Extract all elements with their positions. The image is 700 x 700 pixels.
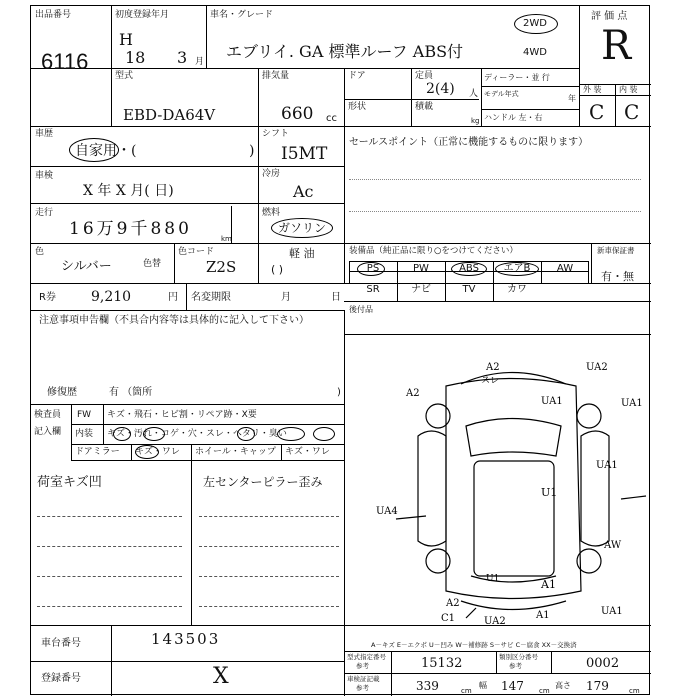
equip-tv: TV bbox=[462, 284, 476, 295]
shape-label: 形状 bbox=[348, 102, 367, 112]
warranty-label: 新車保証書 bbox=[597, 246, 635, 255]
diagram-mark-2: スレ bbox=[481, 376, 500, 386]
diagram-mark-12: A1 bbox=[541, 578, 556, 591]
first-reg-month: 3 bbox=[177, 48, 188, 67]
color-value: シルバー bbox=[61, 259, 112, 274]
capacity-unit: 人 bbox=[469, 89, 479, 99]
diagram-mark-8: U1 bbox=[541, 486, 558, 499]
interior-check-items: キズ・汚れ・コゲ・穴・スレ・ヘタリ・臭い bbox=[107, 429, 287, 439]
notes-label: 注意事項申告欄（不具合内容等は具体的に記入して下さい） bbox=[39, 315, 309, 326]
width-unit: cm bbox=[539, 687, 550, 695]
diagram-mark-5: UA1 bbox=[541, 396, 563, 407]
ownership-day-unit: 日 bbox=[331, 292, 341, 303]
equip-leather: カワ bbox=[507, 284, 527, 295]
shift-label: シフト bbox=[262, 129, 290, 139]
equip-ps: PS bbox=[366, 263, 380, 274]
door-mirror-label: ドアミラー bbox=[75, 447, 120, 457]
first-reg-month-unit: 月 bbox=[195, 57, 205, 67]
mileage-value: 16万9千880 bbox=[69, 219, 192, 239]
class-number-value: 0002 bbox=[586, 656, 620, 671]
shift-value: I5MT bbox=[281, 144, 328, 164]
damage-legend: A－キズ E－エクボ U－凹み W－補修跡 S－サビ C－腐食 XX－交換済 bbox=[371, 641, 577, 649]
wheel-cap-items: キズ・ワレ bbox=[285, 447, 330, 457]
load-label: 積載 bbox=[415, 102, 434, 112]
diesel-paren: ( ) bbox=[271, 263, 284, 276]
equip-navi: ナビ bbox=[411, 284, 431, 295]
diagram-mark-13: A1 bbox=[536, 610, 550, 621]
diagram-mark-19: AW bbox=[604, 540, 622, 551]
displacement-unit: cc bbox=[326, 113, 337, 124]
repair-history-value: 有 （箇所 bbox=[109, 387, 153, 398]
height-value: 179 bbox=[586, 679, 609, 693]
diesel-label: 軽 油 bbox=[289, 247, 315, 260]
grade-label: 評 価 点 bbox=[591, 11, 628, 22]
fw-items: キズ・飛石・ヒビ割・リペア跡・X要 bbox=[107, 410, 257, 420]
length-unit: cm bbox=[461, 687, 472, 695]
lot-no: 6116 bbox=[41, 49, 89, 74]
drive-2wd: 2WD bbox=[523, 18, 547, 29]
fuel-value: ガソリン bbox=[278, 221, 327, 235]
handle-label: ハンドル 左・右 bbox=[484, 113, 543, 122]
door-label: ドア bbox=[348, 71, 366, 81]
capacity-value: 2(4) bbox=[426, 81, 455, 97]
size-ref: 参考 bbox=[356, 684, 369, 692]
inspector-label-1: 検査員 bbox=[34, 410, 62, 420]
car-damage-diagram bbox=[376, 356, 651, 626]
exterior-grade: C bbox=[589, 100, 605, 124]
registration-value: X bbox=[213, 664, 229, 689]
later-equipment-label: 後付品 bbox=[349, 305, 373, 314]
grade-value: R bbox=[601, 23, 632, 69]
car-name-label: 車名・グレード bbox=[210, 10, 274, 20]
capacity-label: 定員 bbox=[415, 71, 434, 81]
model-year-label: モデル年式 bbox=[484, 90, 519, 98]
history-value: 自家用・( bbox=[75, 143, 137, 159]
interior-label: 内 装 bbox=[619, 85, 638, 94]
chassis-value: 143503 bbox=[151, 630, 221, 648]
mileage-label: 走行 bbox=[35, 208, 54, 218]
diagram-mark-11: U1 bbox=[486, 574, 500, 584]
model-designation-ref: 参考 bbox=[356, 662, 369, 670]
ac-label: 冷房 bbox=[262, 169, 281, 179]
color-label: 色 bbox=[35, 247, 45, 257]
sales-point-label: セールスポイント（正常に機能するものに限ります） bbox=[349, 137, 589, 148]
inspector-label-2: 記入欄 bbox=[34, 427, 62, 437]
diagram-mark-16: UA2 bbox=[484, 616, 506, 626]
ownership-month-unit: 月 bbox=[281, 292, 291, 303]
first-reg-year: 18 bbox=[125, 48, 146, 67]
drive-4wd: 4WD bbox=[523, 47, 547, 58]
history-close: ) bbox=[249, 143, 255, 159]
equip-airbag: エアB bbox=[503, 263, 531, 274]
car-name: エブリイ. GA 標準ルーフ ABS付 bbox=[226, 42, 464, 61]
first-reg-era: H bbox=[119, 30, 133, 49]
repair-history-label: 修復歴 bbox=[47, 387, 77, 398]
equip-pw: PW bbox=[413, 263, 429, 274]
dealer-label: ディーラー・並 行 bbox=[484, 73, 550, 82]
exterior-label: 外 装 bbox=[583, 85, 602, 94]
fw-label: FW bbox=[77, 410, 92, 420]
model-designation-label: 型式指定番号 bbox=[347, 653, 386, 661]
wheel-cap-label: ホイール・キャップ bbox=[195, 447, 276, 457]
mileage-unit: km bbox=[221, 235, 232, 243]
diagram-mark-15: C1 bbox=[441, 613, 456, 624]
model-designation-value: 15132 bbox=[421, 656, 463, 671]
interior-grade: C bbox=[624, 100, 640, 124]
height-unit: cm bbox=[629, 687, 640, 695]
recycle-unit: 円 bbox=[168, 292, 178, 303]
equip-sr: SR bbox=[366, 284, 380, 295]
interior-color-label: 色替 bbox=[143, 259, 162, 269]
repair-history-close: ) bbox=[337, 387, 341, 398]
load-unit: kg bbox=[471, 117, 480, 125]
size-label: 車検証記載 bbox=[347, 675, 380, 683]
color-code-value: Z2S bbox=[206, 258, 237, 276]
ac-value: Ac bbox=[293, 182, 314, 201]
width-value: 147 bbox=[501, 679, 524, 693]
inspection-value: X 年 X 月( 日) bbox=[83, 183, 174, 199]
note-right: 左センターピラー歪み bbox=[203, 475, 323, 489]
lot-no-label: 出品番号 bbox=[35, 10, 72, 20]
model-value: EBD-DA64V bbox=[123, 106, 216, 124]
equip-aw: AW bbox=[556, 263, 574, 274]
recycle-label: R券 bbox=[39, 292, 56, 303]
class-number-label: 類別区分番号 bbox=[499, 653, 538, 661]
diagram-mark-14: A2 bbox=[446, 598, 460, 609]
equipment-label: 装備品（純正品に限り○をつけてください） bbox=[349, 246, 518, 256]
chassis-label: 車台番号 bbox=[41, 638, 81, 649]
diagram-mark-3: UA2 bbox=[586, 362, 608, 373]
displacement-label: 排気量 bbox=[262, 71, 290, 81]
diagram-mark-7: UA1 bbox=[596, 460, 618, 471]
color-code-label: 色コード bbox=[178, 247, 215, 257]
inspection-label: 車検 bbox=[35, 171, 54, 181]
registration-label: 登録番号 bbox=[41, 673, 81, 684]
fuel-label: 燃料 bbox=[262, 208, 281, 218]
auction-sheet bbox=[30, 5, 650, 695]
model-label: 型式 bbox=[115, 71, 134, 81]
height-label: 高さ bbox=[555, 681, 571, 690]
length-value: 339 bbox=[416, 679, 439, 693]
history-label: 車歴 bbox=[35, 129, 54, 139]
diagram-mark-4: A2 bbox=[406, 388, 420, 399]
diagram-mark-1: A2 bbox=[486, 362, 500, 373]
ownership-label: 名変期限 bbox=[191, 292, 231, 303]
diagram-mark-18: UA1 bbox=[601, 606, 623, 617]
width-label: 幅 bbox=[479, 681, 487, 690]
equip-abs: ABS bbox=[459, 263, 479, 274]
diagram-mark-10: UA4 bbox=[376, 506, 398, 517]
recycle-value: 9,210 bbox=[91, 289, 132, 305]
interior-check-label: 内装 bbox=[75, 429, 94, 439]
first-reg-label: 初度登録年月 bbox=[115, 10, 170, 20]
diagram-mark-6: UA1 bbox=[621, 398, 643, 409]
displacement-value: 660 bbox=[281, 104, 314, 124]
class-number-ref: 参考 bbox=[509, 662, 522, 670]
model-year-unit: 年 bbox=[568, 94, 576, 103]
door-mirror-items: キズ・ワレ bbox=[135, 447, 180, 457]
note-left: 荷室キズ凹 bbox=[37, 475, 102, 490]
warranty-value: 有・無 bbox=[601, 270, 634, 283]
